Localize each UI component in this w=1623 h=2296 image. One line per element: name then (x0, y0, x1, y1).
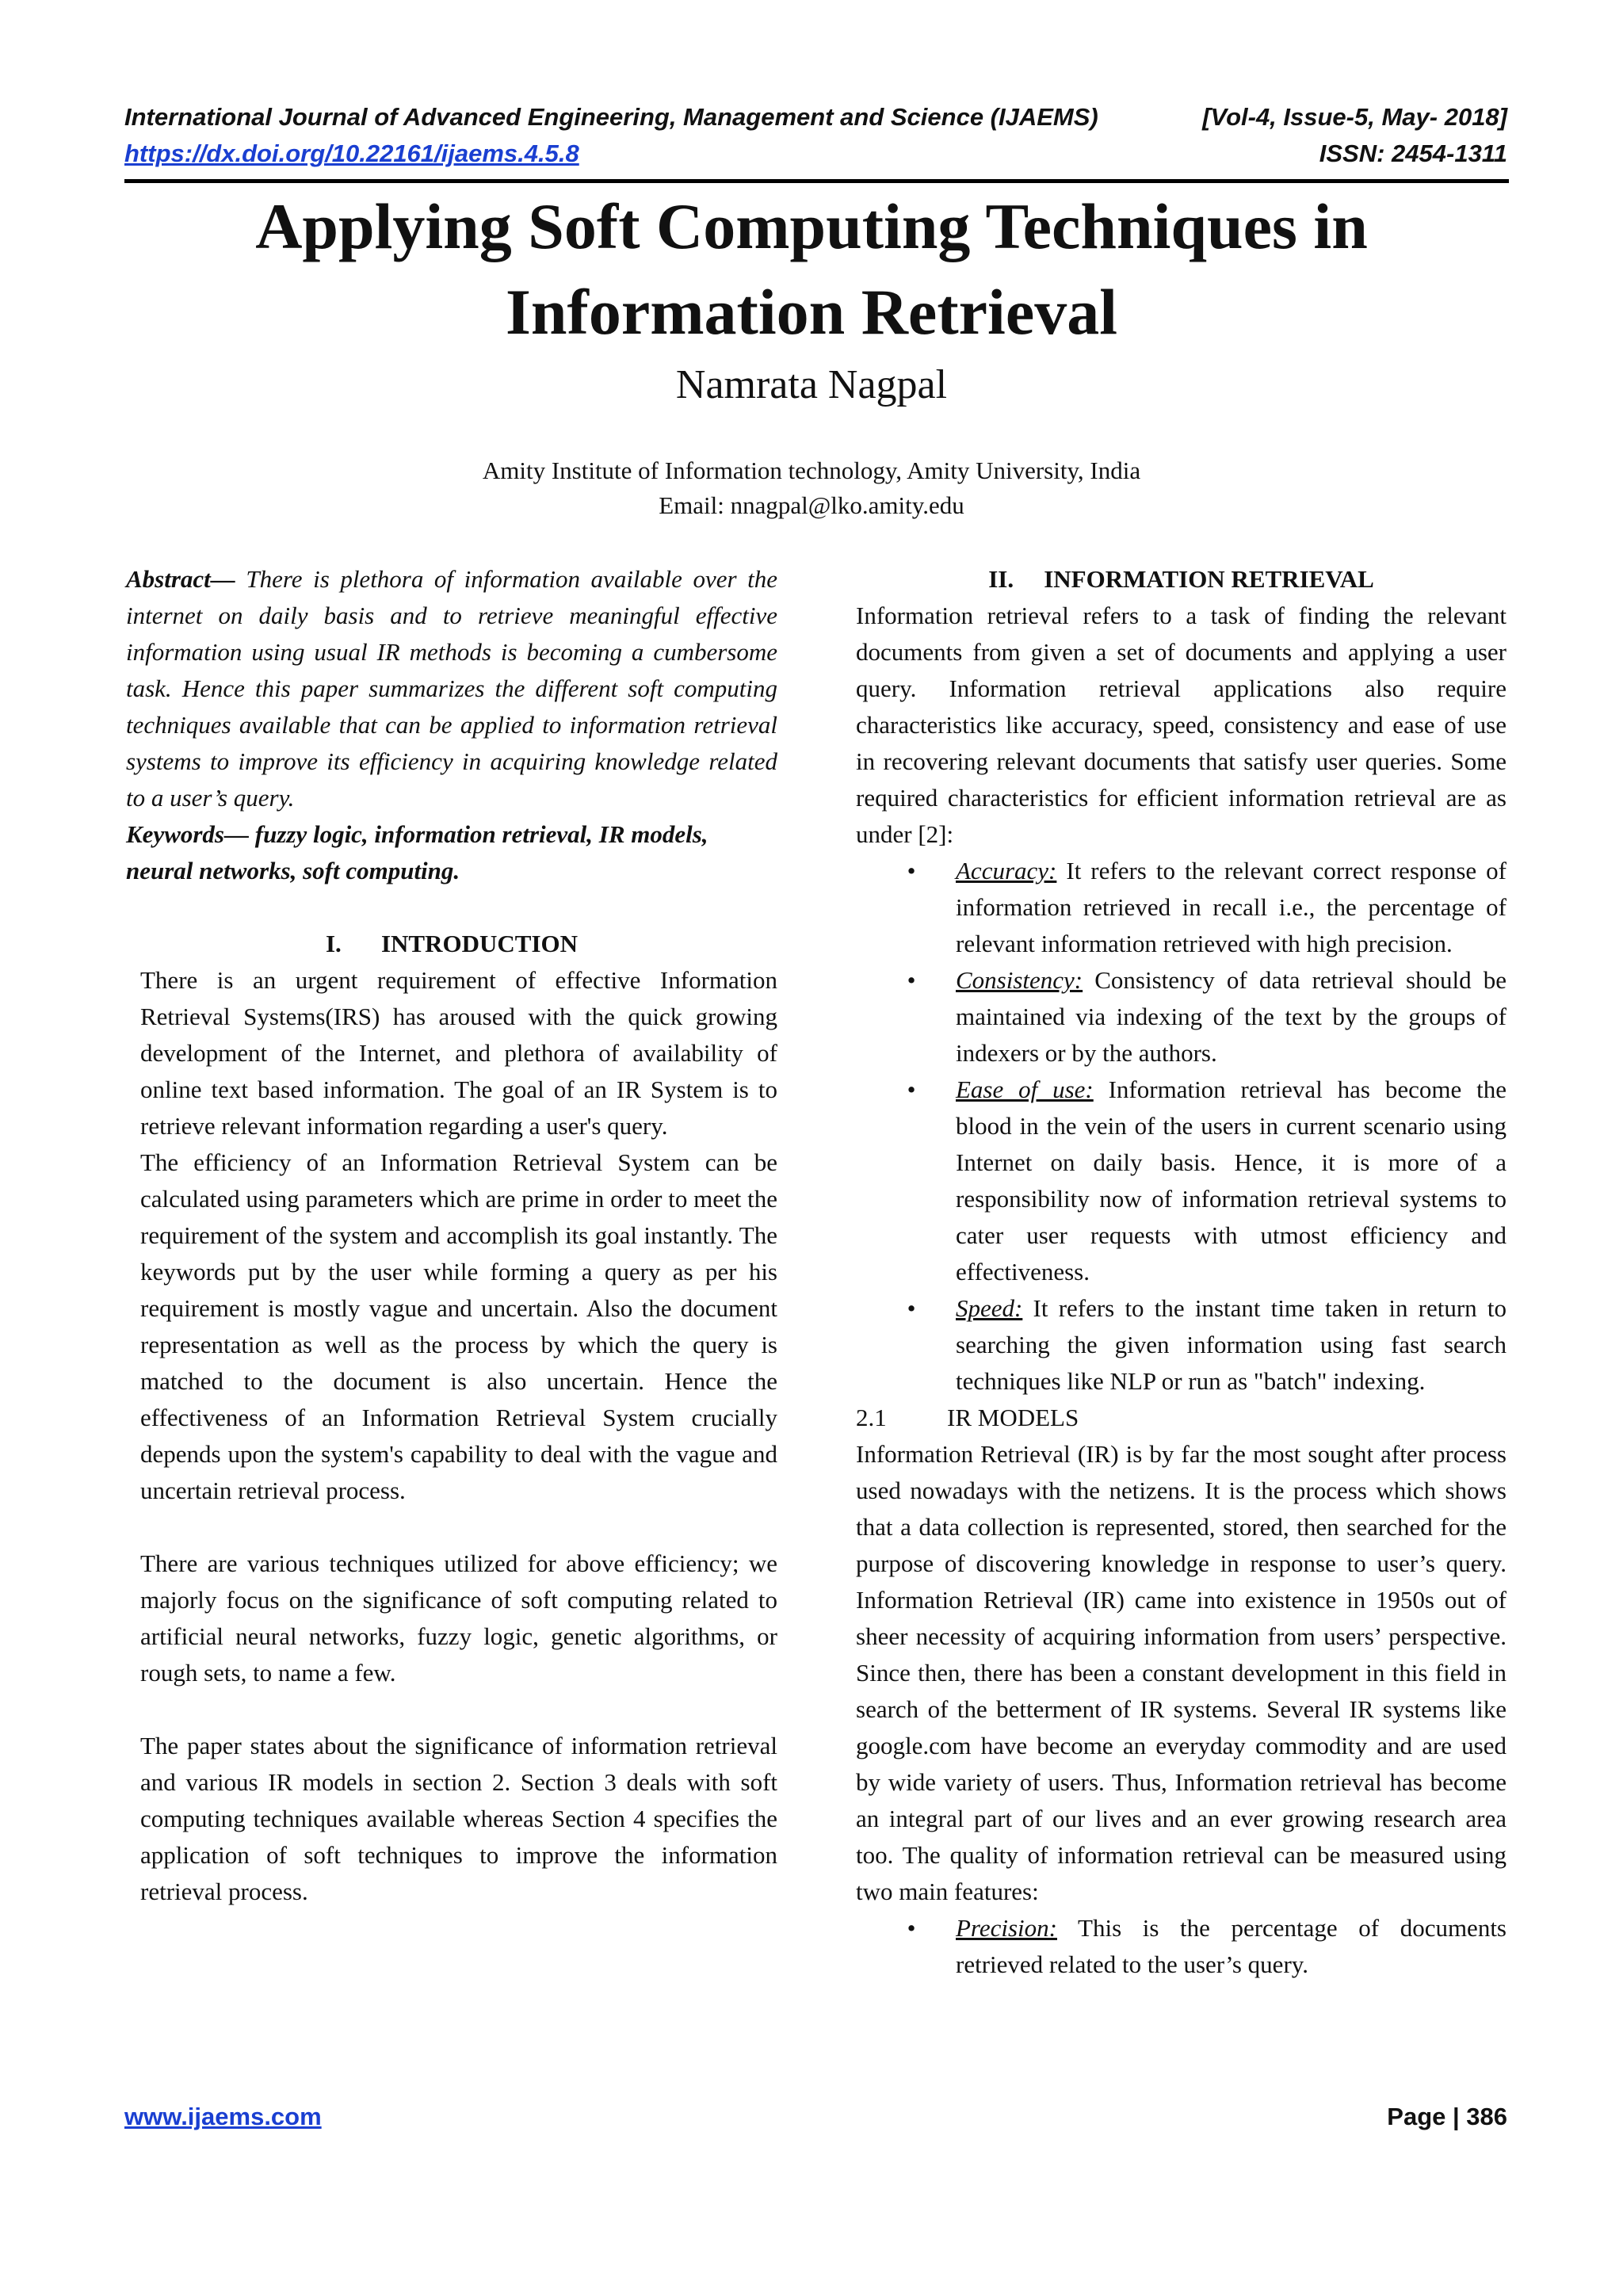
section-title: INFORMATION RETRIEVAL (1044, 565, 1374, 593)
list-item-text: It refers to the instant time taken in return to searching the given information using fast search techniques like NLP or run as "batch" indexing. (956, 1294, 1507, 1395)
affiliation: Amity Institute of Information technology, Amity University, India (482, 457, 1141, 484)
right-column (856, 561, 1507, 1983)
abstract (126, 561, 777, 816)
volume-info: [Vol-4, Issue-5, May- 2018] (1202, 103, 1507, 131)
header-rule (124, 179, 1509, 183)
list-item-text: This is the percentage of documents retrieved related to the user’s query. (956, 1914, 1507, 1978)
list-item (856, 853, 1507, 962)
section-title: INTRODUCTION (380, 930, 579, 957)
bullet-icon: • (907, 857, 916, 884)
intro-paragraph-3: There are various techniques utilized for above efficiency; we majorly focus on the significance of soft computing related to artificial neural networks, fuzzy logic, genetic algorithms, or rough sets, to name a few. (140, 1549, 777, 1687)
list-item-term: Precision: (956, 1914, 1057, 1942)
intro-paragraph-2: The efficiency of an Information Retrieval System can be calculated using parameters which are prime in order to meet the requirement of the system and accomplish its goal instantly. The keywords put by the user while forming a query as per his requirement is mostly vague and uncertain. Also the document representation as well as the process by which the query is matched to the document is also uncertain. Hence the effectiveness of an Information Retrieval System crucially depends upon the system's capability to deal with the vague and uncertain retrieval process. (140, 1148, 777, 1504)
list-item-text: Consistency of data retrieval should be maintained via indexing of the text by the groups of indexers or by the authors. (956, 966, 1507, 1067)
paper-title-line-1: Applying Soft Computing Techniques in (255, 190, 1368, 262)
left-column (126, 561, 777, 1910)
abstract-text: There is plethora of information available over the internet on daily basis and to retrieve meaningful effective information using usual IR methods is becoming a cumbersome task. Hence this paper summarizes the different soft computing techniques available that can be applied to information retrieval systems to improve its efficiency in acquiring knowledge related to a user’s query. (126, 565, 777, 812)
subsection-number: 2.1 (856, 1404, 887, 1431)
doi-link[interactable]: https://dx.doi.org/10.22161/ijaems.4.5.8 (124, 139, 579, 167)
bullet-icon: • (907, 1914, 916, 1942)
page-number: Page | 386 (1387, 2103, 1507, 2130)
bullet-icon: • (907, 966, 916, 994)
section-number: I. (325, 930, 342, 957)
quality-features-list (856, 1910, 1507, 1983)
list-item-term: Accuracy: (956, 857, 1057, 884)
subsection-heading-ir-models (856, 1400, 1507, 1436)
list-item-text: Information retrieval has become the blood in the vein of the users in current scenario using Internet on daily basis. Hence, it is more of a responsibility now of information retrieval systems to cater user requests with utmost efficiency and effectiveness. (956, 1075, 1507, 1286)
keywords: Keywords— fuzzy logic, information retrieval, IR models, neural networks, soft computing. (126, 820, 708, 884)
author-name: Namrata Nagpal (675, 362, 948, 407)
list-item (856, 962, 1507, 1072)
list-item (856, 1072, 1507, 1290)
list-item (856, 1290, 1507, 1400)
bullet-icon: • (907, 1075, 916, 1103)
intro-paragraph-1: There is an urgent requirement of effective Information Retrieval Systems(IRS) has aroused with the quick growing development of the Internet, and plethora of availability of online text based information. The goal of an IR System is to retrieve relevant information regarding a user's query. (140, 966, 777, 1140)
list-item-term: Speed: (956, 1294, 1023, 1322)
journal-website-link[interactable]: www.ijaems.com (124, 2103, 322, 2130)
list-item-term: Ease of use: (956, 1075, 1094, 1103)
list-item (856, 1910, 1507, 1983)
intro-paragraph-4: The paper states about the significance of information retrieval and various IR models in section 2. Section 3 deals with soft computing techniques available whereas Section 4 specifies the application of soft techniques to improve the information retrieval process. (140, 1732, 777, 1905)
ir-models-paragraph: Information Retrieval (IR) is by far the most sought after process used nowadays with the netizens. It is the process which shows that a data collection is represented, stored, then searched for the purpose of discovering knowledge in response to user’s query. Information Retrieval (IR) came into existence in 1950s out of sheer necessity of acquiring information from users’ perspective. Since then, there has been a constant development in this field in search of the betterment of IR systems. Several IR systems like google.com have become an everyday commodity and are used by wide variety of users. Thus, Information retrieval has become an integral part of our lives and an ever growing research area too. The quality of information retrieval can be measured using two main features: (856, 1440, 1507, 1905)
author-email: Email: nnagpal@lko.amity.edu (659, 491, 964, 519)
issn: ISSN: 2454-1311 (1319, 139, 1507, 167)
section-heading-introduction (126, 926, 777, 962)
list-item-term: Consistency: (956, 966, 1083, 994)
characteristics-list (856, 853, 1507, 1400)
subsection-title: IR MODELS (947, 1404, 1079, 1431)
list-item-text: It refers to the relevant correct response of information retrieved in recall i.e., the percentage of relevant information retrieved with high precision. (956, 857, 1507, 957)
abstract-label: Abstract— (126, 565, 235, 593)
paper-title-line-2: Information Retrieval (506, 276, 1117, 348)
ir-paragraph: Information retrieval refers to a task of finding the relevant documents from given a set of documents and applying a user query. Information retrieval applications also require characteristics like accuracy, speed, consistency and ease of use in recovering relevant documents that satisfy user queries. Some required characteristics for efficient information retrieval are as under [2]: (856, 602, 1507, 848)
section-heading-information-retrieval (856, 561, 1507, 598)
journal-name: International Journal of Advanced Engineering, Management and Science (IJAEMS) (124, 103, 1098, 131)
section-number: II. (988, 565, 1014, 593)
bullet-icon: • (907, 1294, 916, 1322)
